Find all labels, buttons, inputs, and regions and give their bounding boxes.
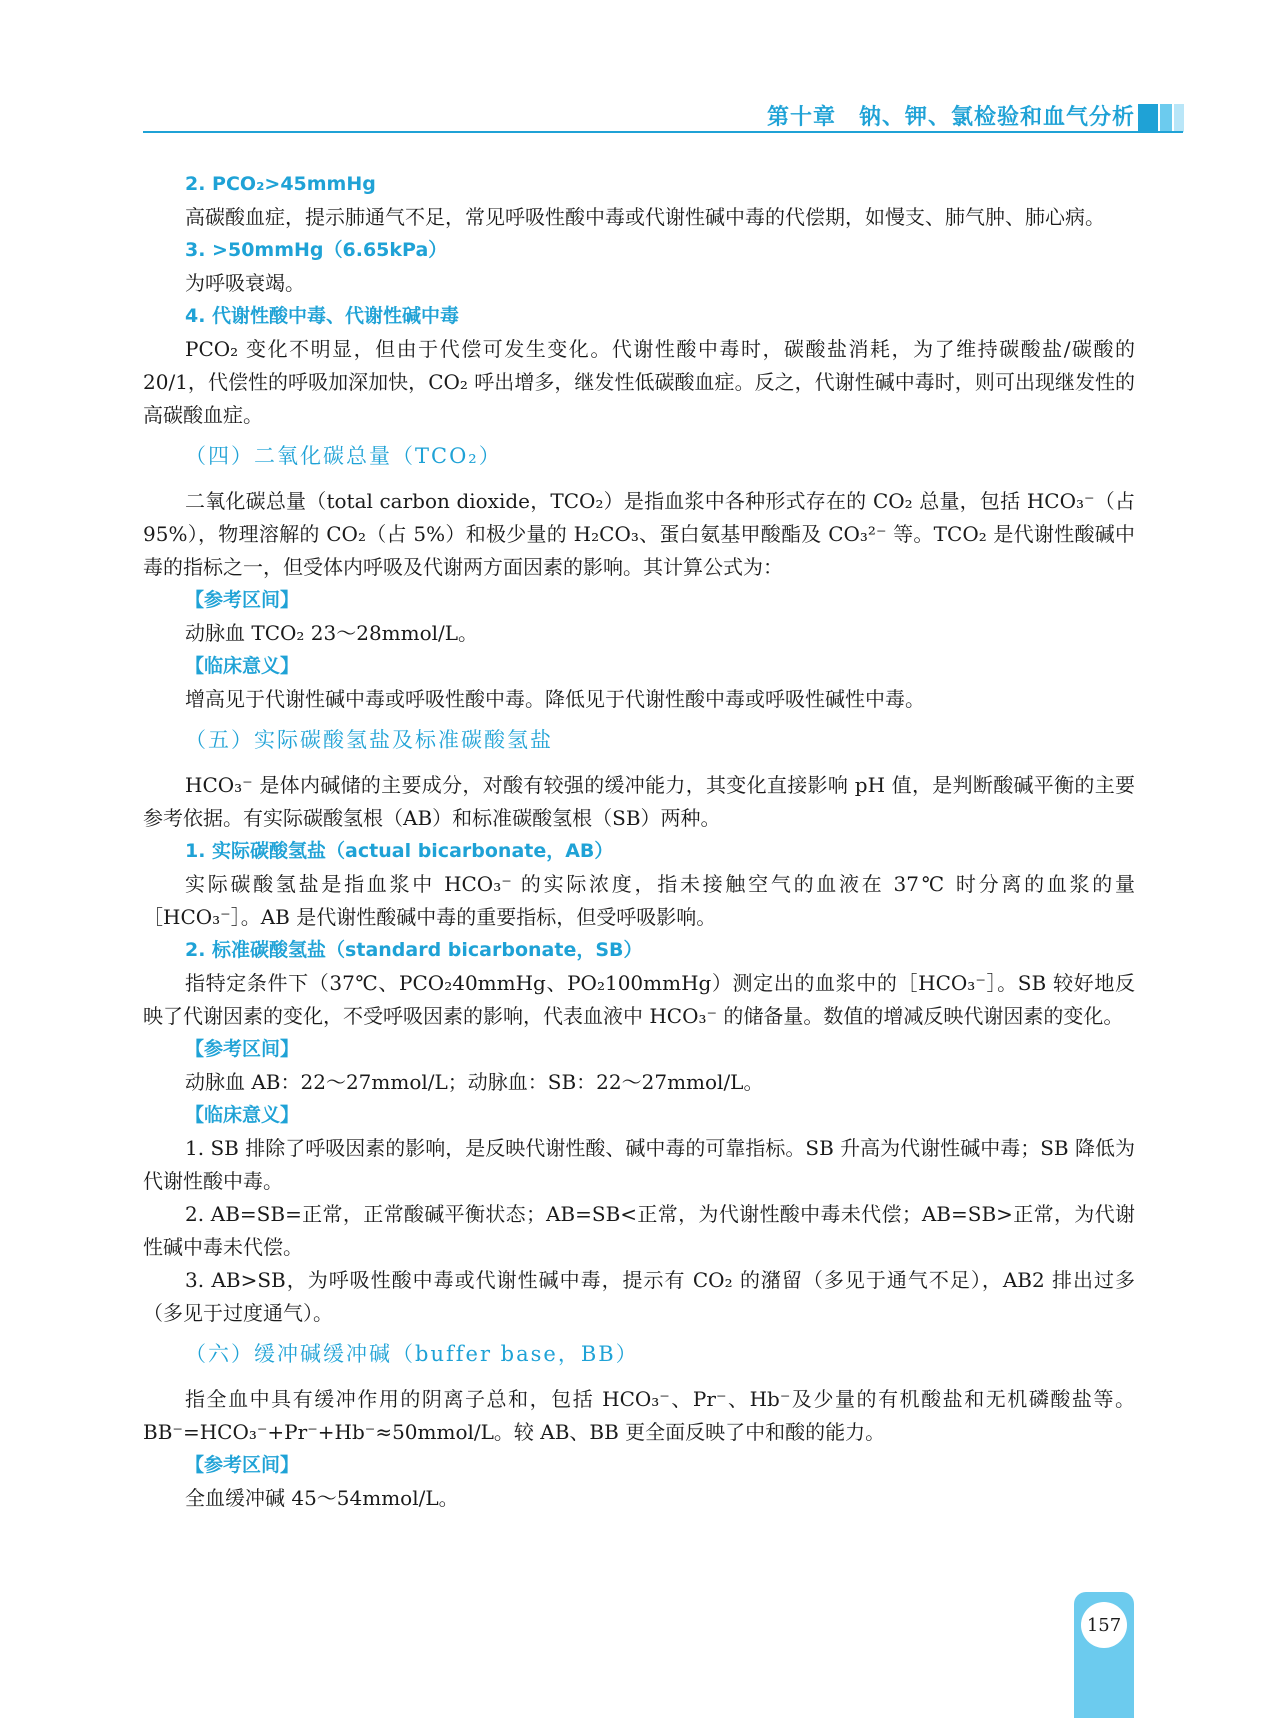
paragraph: 二氧化碳总量（total carbon dioxide，TCO₂）是指血浆中各种形式存在的 CO₂ 总量，包括 HCO₃⁻（占 95%），物理溶解的 CO₂（占 5%）和极少量的 H₂CO₃、蛋白氨基甲酸酯及 CO₃²⁻ 等。TCO₂ 是代谢性酸碱中毒的指标之一，但受体内呼吸及代谢两方面因素的影响。其计算公式为： [143,489,1135,579]
subsection-heading: 2. 标准碳酸氢盐（standard bicarbonate，SB） [185,939,643,961]
paragraph: PCO₂ 变化不明显，但由于代偿可发生变化。代谢性酸中毒时，碳酸盐消耗，为了维持碳酸盐/碳酸的 20/1，代偿性的呼吸加深加快，CO₂ 呼出增多，继发性低碳酸血症。反之，代谢性碱中毒时，则可出现继发性的高碳酸血症。 [143,337,1135,427]
page-body [143,168,1135,1515]
page-number: 157 [1081,1602,1127,1648]
subsection-heading: 1. 实际碳酸氢盐（actual bicarbonate，AB） [185,840,614,862]
paragraph: 指全血中具有缓冲作用的阴离子总和，包括 HCO₃⁻、Pr⁻、Hb⁻及少量的有机酸盐和无机磷酸盐等。BB⁻=HCO₃⁻+Pr⁻+Hb⁻≈50mmol/L。较 AB、BB 更全面反映了中和酸的能力。 [143,1387,1135,1444]
paragraph: 1. SB 排除了呼吸因素的影响，是反映代谢性酸、碱中毒的可靠指标。SB 升高为代谢性碱中毒；SB 降低为代谢性酸中毒。 [143,1136,1135,1193]
paragraph: 为呼吸衰竭。 [185,271,305,295]
paragraph: 2. AB=SB=正常，正常酸碱平衡状态；AB=SB<正常，为代谢性酸中毒未代偿；AB=SB>正常，为代谢性碱中毒未代偿。 [143,1202,1135,1259]
section-heading: （五）实际碳酸氢盐及标准碳酸氢盐 [185,728,553,752]
paragraph: 高碳酸血症，提示肺通气不足，常见呼吸性酸中毒或代谢性碱中毒的代偿期，如慢支、肺气肿、肺心病。 [185,205,1105,229]
header-color-block [1138,104,1158,132]
subsection-heading: 3. >50mmHg（6.65kPa） [185,239,448,261]
bracket-label: 【参考区间】 [185,589,300,611]
bracket-label: 【临床意义】 [185,655,300,677]
section-heading: （四）二氧化碳总量（TCO₂） [185,444,502,468]
bracket-label: 【参考区间】 [185,1454,300,1476]
paragraph: 全血缓冲碱 45～54mmol/L。 [185,1486,459,1510]
paragraph: 动脉血 TCO₂ 23～28mmol/L。 [185,621,479,645]
paragraph: HCO₃⁻ 是体内碱储的主要成分，对酸有较强的缓冲能力，其变化直接影响 pH 值，是判断酸碱平衡的主要参考依据。有实际碳酸氢根（AB）和标准碳酸氢根（SB）两种。 [143,773,1135,830]
paragraph: 动脉血 AB：22～27mmol/L；动脉血：SB：22～27mmol/L。 [185,1070,764,1094]
header-color-block [1174,104,1184,132]
paragraph: 3. AB>SB，为呼吸性酸中毒或代谢性碱中毒，提示有 CO₂ 的潴留（多见于通气不足），AB2 排出过多（多见于过度通气）。 [143,1268,1135,1325]
header-rule [143,131,1183,133]
paragraph: 实际碳酸氢盐是指血浆中 HCO₃⁻ 的实际浓度，指未接触空气的血液在 37℃ 时分离的血浆的量［HCO₃⁻］。AB 是代谢性酸碱中毒的重要指标，但受呼吸影响。 [143,872,1135,929]
section-heading: （六）缓冲碱缓冲碱（buffer base，BB） [185,1342,639,1366]
bracket-label: 【参考区间】 [185,1038,300,1060]
paragraph: 增高见于代谢性碱中毒或呼吸性酸中毒。降低见于代谢性酸中毒或呼吸性碱性中毒。 [185,687,925,711]
header-color-block [1160,104,1172,132]
chapter-header: 第十章 钠、钾、氯检验和血气分析 [766,105,1135,130]
subsection-heading: 4. 代谢性酸中毒、代谢性碱中毒 [185,305,460,327]
bracket-label: 【临床意义】 [185,1104,300,1126]
paragraph: 指特定条件下（37℃、PCO₂40mmHg、PO₂100mmHg）测定出的血浆中的［HCO₃⁻］。SB 较好地反映了代谢因素的变化，不受呼吸因素的影响，代表血液中 HCO₃⁻ 的储备量。数值的增减反映代谢因素的变化。 [143,971,1135,1028]
subsection-heading: 2. PCO₂>45mmHg [185,173,376,195]
